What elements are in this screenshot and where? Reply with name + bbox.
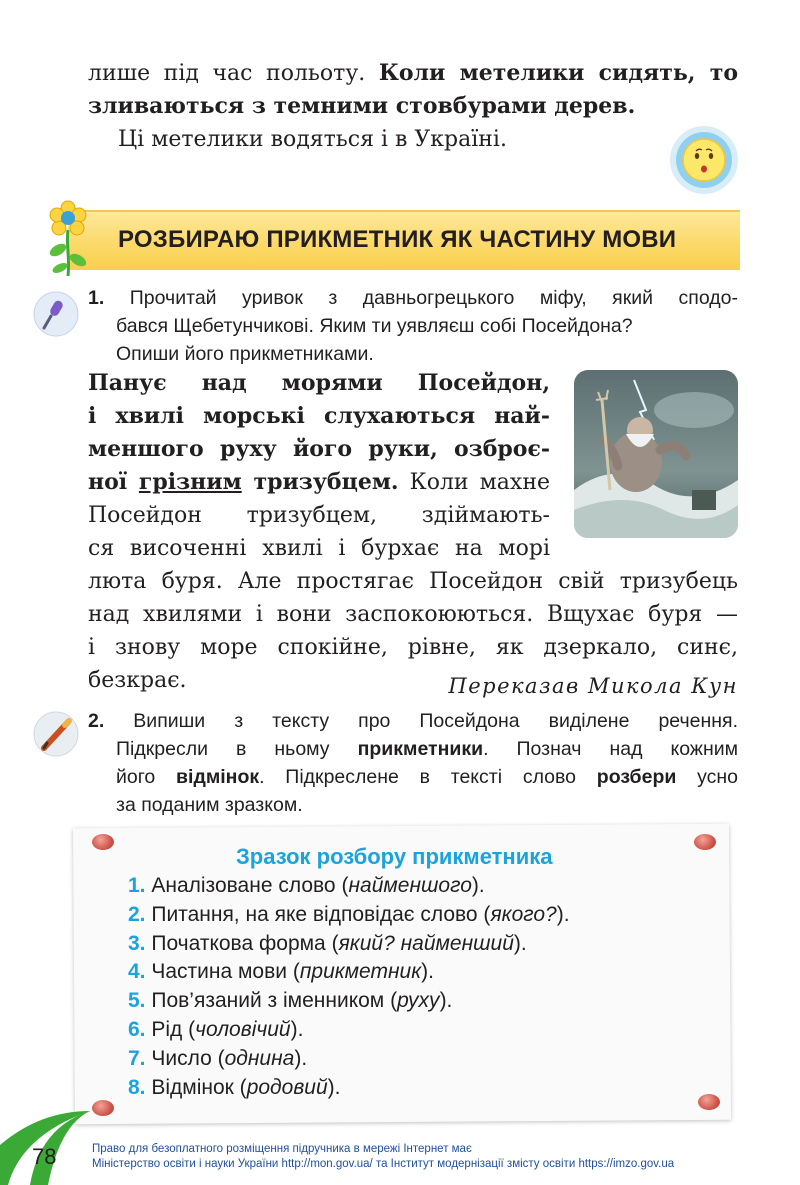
task-text: . Підкреслене в тексті слово <box>259 766 597 788</box>
myth-line: безкрає. <box>88 668 187 693</box>
sample-item-text: Відмінок ( <box>151 1075 247 1099</box>
task-text-bold: прикметники <box>357 738 484 760</box>
sample-item-end: ). <box>439 989 453 1013</box>
sample-item-end: ). <box>421 960 434 984</box>
sample-item-text: Аналізоване слово ( <box>151 874 349 897</box>
myth-line <box>88 467 550 498</box>
sample-item-example: найменшого <box>348 874 472 897</box>
myth-line: меншого руху його руки, озброє- <box>88 436 550 462</box>
sample-item <box>128 932 527 956</box>
sample-item-end: ). <box>513 931 527 955</box>
text-bold: ної <box>88 469 139 495</box>
sample-item-example: якого? <box>490 902 557 926</box>
section-heading: РОЗБИРАЮ ПРИКМЕТНИК ЯК ЧАСТИНУ МОВИ <box>118 226 677 253</box>
pin-icon <box>92 834 114 850</box>
sample-item-example: який? найменший <box>338 931 514 955</box>
text-plain: Коли махне <box>398 470 550 495</box>
task-text: Прочитай уривок з давньогрецького міфу, який сподо- <box>129 287 738 309</box>
task-text: усно <box>676 766 739 788</box>
paragraph-line <box>88 58 738 89</box>
sample-item-example: однина <box>224 1046 295 1070</box>
sample-item <box>128 1018 303 1042</box>
paragraph-line-bold: зливаються з темними стовбурами дерев. <box>88 93 636 119</box>
sample-item-text: Рід ( <box>151 1018 196 1041</box>
task-text: його <box>116 766 177 788</box>
myth-line: і знову море спокійне, рівне, як дзеркало, синє, <box>88 635 738 660</box>
sample-item-text: Частина мови ( <box>151 960 300 984</box>
sample-item-number: 7. <box>128 1046 146 1070</box>
myth-line: і хвилі морські слухаються най- <box>88 403 550 429</box>
underlined-word: грізним <box>138 469 242 495</box>
sample-item-end: ). <box>556 902 570 926</box>
sample-item-end: ). <box>327 1075 341 1099</box>
microphone-icon <box>32 290 80 338</box>
sample-item <box>128 874 485 898</box>
task-text-bold: розбери <box>596 766 677 788</box>
sample-item-number: 8. <box>128 1075 146 1099</box>
myth-line: Панує над морями Посейдон, <box>88 370 550 396</box>
task-text: Випиши з тексту про Посейдона виділене речення. <box>133 710 738 732</box>
myth-line: ся височенні хвилі і бурхає на морі <box>88 536 550 561</box>
sample-item-text: Початкова форма ( <box>151 931 339 955</box>
task-text-bold: відмінок <box>176 766 260 788</box>
sample-item-number: 3. <box>128 931 146 955</box>
sample-item-example: родовий <box>246 1075 328 1099</box>
sample-item <box>128 903 570 927</box>
task-number: 2. <box>88 710 105 732</box>
sample-item-end: ). <box>471 874 485 897</box>
pin-icon <box>698 1094 720 1110</box>
task-2-line <box>88 763 738 791</box>
sample-item-example: руху <box>397 989 440 1013</box>
task-2 <box>88 707 738 819</box>
task-number: 1. <box>88 287 105 309</box>
sample-item <box>128 989 452 1013</box>
pen-icon <box>32 710 80 758</box>
smiley-icon <box>668 124 740 196</box>
task-1 <box>88 284 738 368</box>
footer-line: Право для безоплатного розміщення підручника в мережі Інтернет має <box>92 1143 472 1155</box>
sample-item-number: 4. <box>128 960 146 984</box>
sample-item-end: ). <box>290 1018 304 1041</box>
text-plain: лише під час польоту. <box>88 61 379 86</box>
sample-item-example: прикметник <box>299 960 422 984</box>
sample-item-example: чоловічий <box>195 1018 291 1041</box>
myth-line: над хвилями і вони заспокоюються. Вщухає буря — <box>88 602 738 627</box>
page-number: 78 <box>32 1144 57 1169</box>
task-text: . Познач над кожним <box>483 738 739 760</box>
sample-item-number: 2. <box>128 902 146 926</box>
task-2-line <box>88 735 738 763</box>
task-1-line: бався Щебетунчикові. Яким ти уявляєш собі Посейдона? <box>116 315 633 337</box>
sample-item-number: 5. <box>128 989 146 1013</box>
sample-item <box>128 1047 307 1071</box>
paragraph-line: Ці метелики водяться і в Україні. <box>118 127 507 152</box>
task-1-line <box>88 284 738 312</box>
sample-item-number: 1. <box>128 874 146 897</box>
pin-icon <box>694 834 716 850</box>
sample-item-text: Число ( <box>151 1046 225 1070</box>
myth-line: люта буря. Але простягає Посейдон свій тризубець <box>88 569 738 594</box>
sample-item-text: Питання, на яке відповідає слово ( <box>151 902 491 926</box>
sample-title: Зразок розбору прикметника <box>236 844 553 869</box>
task-2-line: за поданим зразком. <box>116 794 303 816</box>
sample-item-text: Пов’язаний з іменником ( <box>151 989 398 1013</box>
myth-line: Посейдон тризубцем, здіймають- <box>88 503 550 528</box>
sample-item-end: ). <box>294 1046 308 1070</box>
task-2-line <box>88 707 738 735</box>
attribution: Переказав Микола Кун <box>448 674 738 698</box>
text-bold: тризубцем. <box>241 469 399 495</box>
flower-icon <box>46 200 92 278</box>
poseidon-illustration <box>574 370 738 538</box>
footer-line: Міністерство освіти і науки України http://mon.gov.ua/ та Інститут модернізації змісту освіти https://imzo.gov.ua <box>92 1158 675 1170</box>
sample-item <box>128 960 434 984</box>
task-text: Підкресли в ньому <box>116 738 358 760</box>
text-bold: Коли метелики сидять, то <box>378 60 738 86</box>
sample-item <box>128 1076 340 1100</box>
task-1-line: Опиши його прикметниками. <box>116 343 374 365</box>
sample-item-number: 6. <box>128 1018 146 1041</box>
